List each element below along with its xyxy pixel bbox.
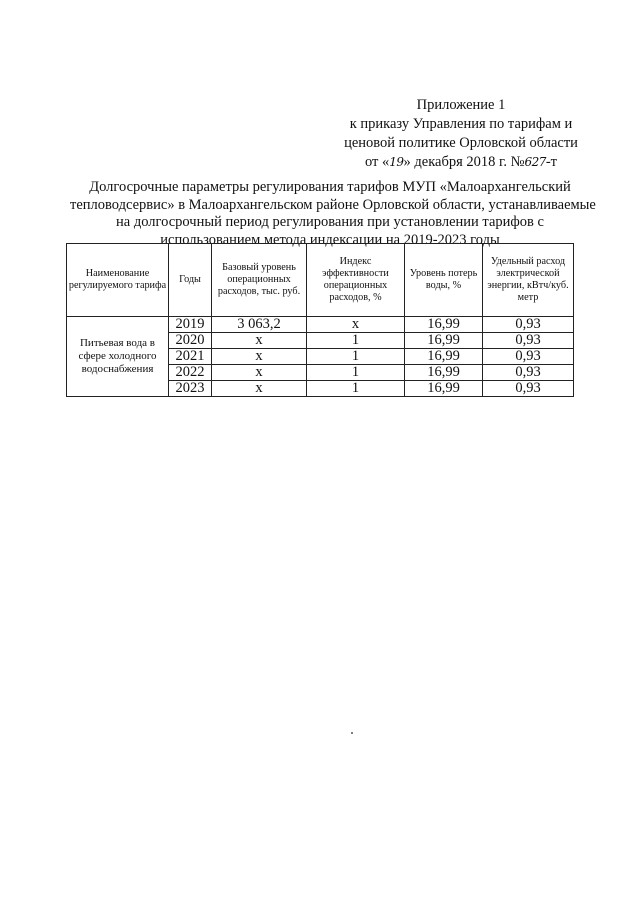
- appendix-title: Приложение 1: [416, 97, 506, 113]
- column-header: Наименование регулируемого тарифа: [67, 244, 169, 317]
- title-line: на долгосрочный период регулирования при установлении тарифов с: [116, 214, 544, 230]
- appendix-header: [341, 96, 581, 172]
- base-cost-cell: x: [212, 349, 307, 365]
- year-cell: 2023: [169, 381, 212, 397]
- date-middle: » декабря 2018 г. №: [403, 154, 525, 170]
- base-cost-cell: x: [212, 365, 307, 381]
- tariff-name-cell: Питьевая вода в сфере холодного водоснабжения: [67, 317, 169, 397]
- order-suffix: -т: [545, 154, 558, 170]
- scan-speck: [351, 732, 353, 734]
- efficiency-index-cell: x: [307, 317, 405, 333]
- document-title: [70, 179, 596, 249]
- base-cost-cell: 3 063,2: [212, 317, 307, 333]
- water-losses-cell: 16,99: [405, 317, 483, 333]
- year-cell: 2022: [169, 365, 212, 381]
- title-line: Долгосрочные параметры регулирования тарифов МУП «Малоархангельский: [89, 179, 571, 195]
- efficiency-index-cell: 1: [307, 365, 405, 381]
- water-losses-cell: 16,99: [405, 333, 483, 349]
- year-cell: 2021: [169, 349, 212, 365]
- efficiency-index-cell: 1: [307, 349, 405, 365]
- year-cell: 2019: [169, 317, 212, 333]
- energy-consumption-cell: 0,93: [483, 317, 574, 333]
- energy-consumption-cell: 0,93: [483, 381, 574, 397]
- water-losses-cell: 16,99: [405, 381, 483, 397]
- column-header: Годы: [169, 244, 212, 317]
- base-cost-cell: x: [212, 381, 307, 397]
- energy-consumption-cell: 0,93: [483, 333, 574, 349]
- date-prefix: от «: [364, 154, 390, 170]
- energy-consumption-cell: 0,93: [483, 365, 574, 381]
- appendix-order-ref: к приказу Управления по тарифам и: [349, 116, 573, 132]
- water-losses-cell: 16,99: [405, 349, 483, 365]
- appendix-date-line: [341, 153, 581, 172]
- efficiency-index-cell: 1: [307, 381, 405, 397]
- table-row: [67, 317, 574, 333]
- energy-consumption-cell: 0,93: [483, 349, 574, 365]
- appendix-authority: ценовой политике Орловской области: [344, 135, 578, 151]
- title-line: тепловодсервис» в Малоархангельском районе Орловской области, устанавливаемые: [70, 196, 596, 213]
- water-losses-cell: 16,99: [405, 365, 483, 381]
- column-header: Уровень потерь воды, %: [405, 244, 483, 317]
- handwritten-order-number: 627: [524, 155, 546, 169]
- parameters-table: [66, 243, 574, 397]
- year-cell: 2020: [169, 333, 212, 349]
- efficiency-index-cell: 1: [307, 333, 405, 349]
- base-cost-cell: x: [212, 333, 307, 349]
- handwritten-day: 19: [389, 155, 404, 169]
- table-header-row: [67, 244, 574, 317]
- column-header: Индекс эффективности операционных расходов, %: [307, 244, 405, 317]
- title-line: использованием метода индексации на 2019-2023 годы: [160, 231, 500, 248]
- column-header: Базовый уровень операционных расходов, тыс. руб.: [212, 244, 307, 317]
- column-header: Удельный расход электрической энергии, кВтч/куб. метр: [483, 244, 574, 317]
